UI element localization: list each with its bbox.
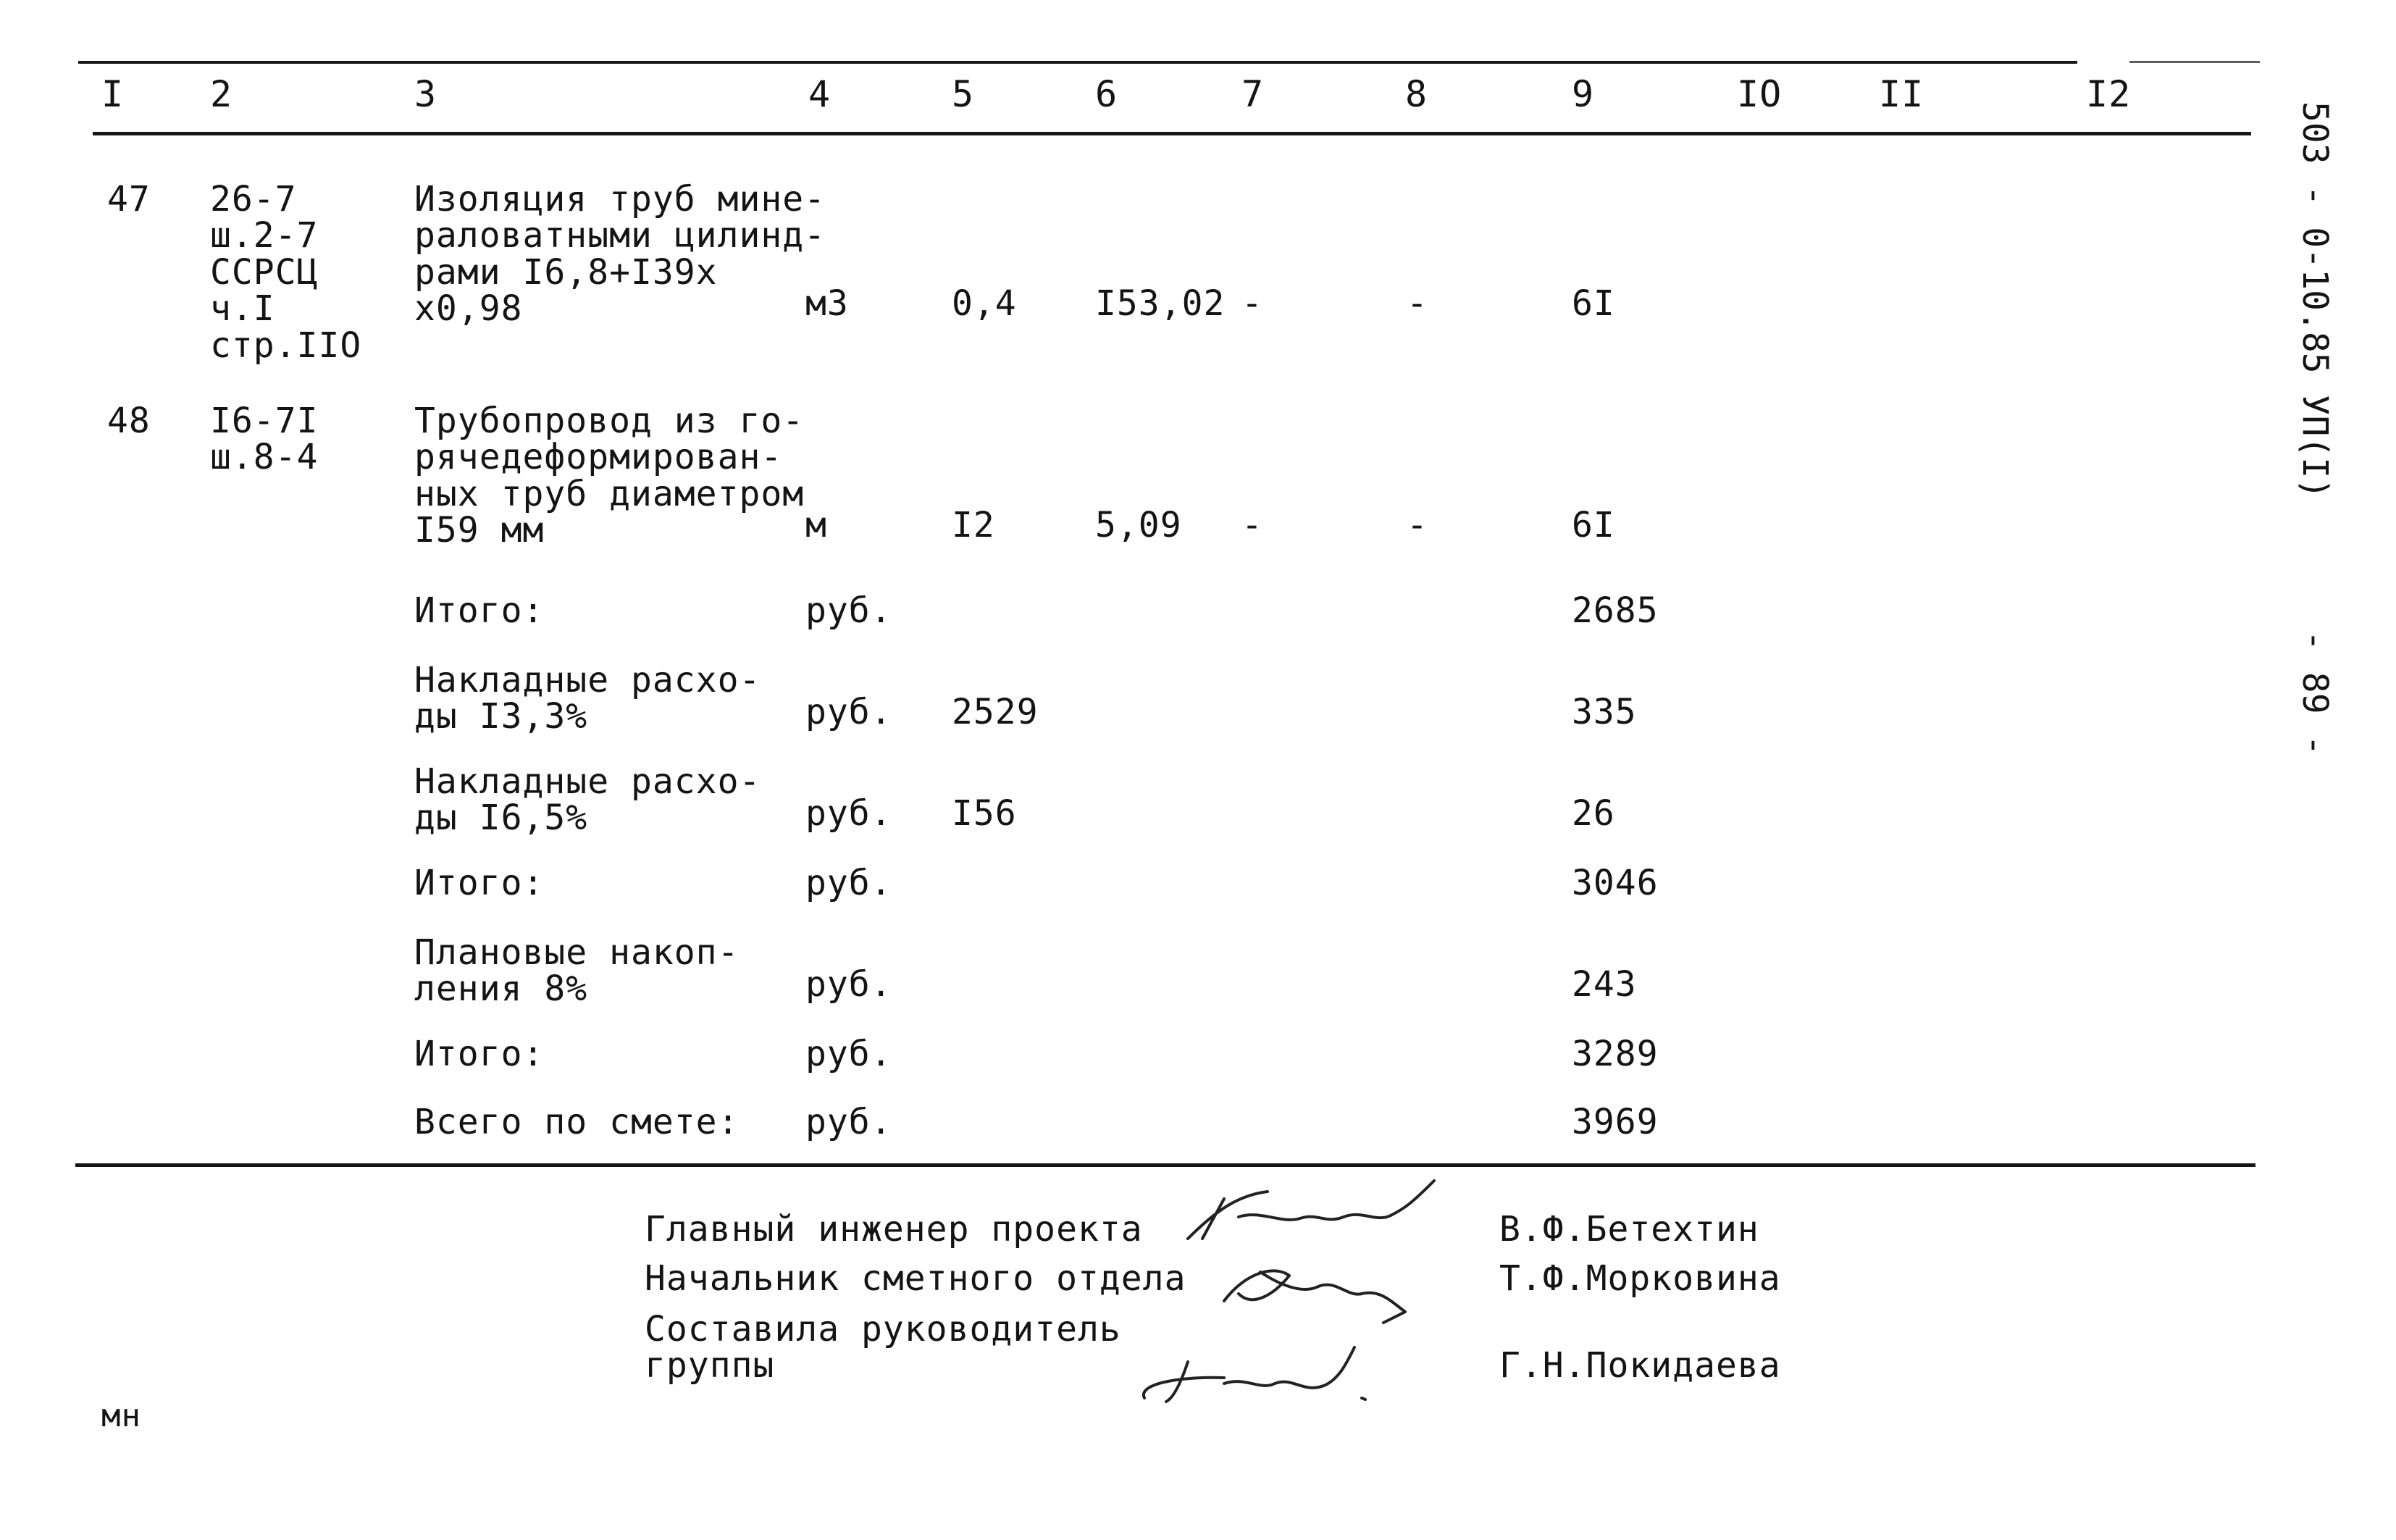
col-header-10: IO	[1737, 73, 1783, 115]
col-header-8: 8	[1405, 73, 1428, 115]
row-47-quantity: 0,4	[952, 283, 1017, 324]
row-47-col8: -	[1407, 283, 1428, 324]
row-48-col7: -	[1241, 505, 1263, 545]
planned-savings-label: Плановые накоп- ления 8%	[414, 932, 740, 1010]
row-48-name: Трубопровод из го- рячедеформирован- ных труб диаметром I59 мм	[414, 401, 805, 551]
total-3-amount: 3289	[1572, 1034, 1659, 1074]
signer-3-role: Составила руководитель группы	[645, 1309, 1121, 1386]
overhead-2-amount: 26	[1572, 793, 1615, 834]
row-47-number: 47	[107, 179, 151, 219]
row-48-unit: м	[805, 505, 827, 545]
signer-1-role: Главный инженер проекта	[645, 1209, 1143, 1250]
signer-2-role: Начальник сметного отдела	[645, 1258, 1186, 1299]
footer-mark: мн	[101, 1397, 141, 1434]
row-48-price: 5,09	[1095, 505, 1182, 545]
row-48-col9: 6I	[1572, 505, 1615, 545]
total-1-label: Итого:	[414, 590, 545, 631]
row-48-number: 48	[107, 401, 151, 441]
overhead-1-unit: руб.	[805, 692, 892, 732]
header-bottom-rule	[93, 132, 2251, 135]
overhead-1-base: 2529	[952, 692, 1039, 732]
row-47-price: I53,02	[1095, 283, 1226, 324]
total-2-label: Итого:	[414, 863, 545, 903]
overhead-1-label: Накладные расхо- ды I3,3%	[414, 660, 761, 737]
row-47-unit: м3	[805, 283, 849, 324]
total-3-unit: руб.	[805, 1034, 892, 1074]
row-48-col8: -	[1407, 505, 1428, 545]
col-header-11: II	[1879, 73, 1924, 115]
row-47-col7: -	[1241, 283, 1263, 324]
overhead-1-amount: 335	[1572, 692, 1637, 732]
total-2-amount: 3046	[1572, 863, 1659, 903]
row-48-code: I6-7I ш.8-4	[210, 401, 319, 478]
col-header-2: 2	[210, 73, 233, 115]
signature-3-handwriting	[1123, 1333, 1412, 1420]
side-document-code: 503 - 0-10.85 УП(I)	[2295, 101, 2335, 500]
overhead-2-label: Накладные расхо- ды I6,5%	[414, 761, 761, 839]
col-header-9: 9	[1572, 73, 1595, 115]
planned-savings-amount: 243	[1572, 964, 1637, 1005]
row-48-quantity: I2	[952, 505, 995, 545]
col-header-1: I	[101, 73, 125, 115]
signer-2-name: Т.Ф.Морковина	[1499, 1258, 1781, 1299]
grand-total-unit: руб.	[805, 1102, 892, 1142]
table-bottom-rule	[75, 1163, 2255, 1167]
total-1-amount: 2685	[1572, 590, 1659, 631]
grand-total-label: Всего по смете:	[414, 1102, 740, 1142]
grand-total-amount: 3969	[1572, 1102, 1659, 1142]
total-1-unit: руб.	[805, 590, 892, 631]
col-header-5: 5	[952, 73, 975, 115]
col-header-7: 7	[1241, 73, 1265, 115]
total-3-label: Итого:	[414, 1034, 545, 1074]
row-47-col9: 6I	[1572, 283, 1615, 324]
signer-1-name: В.Ф.Бетехтин	[1499, 1209, 1759, 1250]
col-header-6: 6	[1095, 73, 1118, 115]
header-top-rule	[78, 61, 2077, 64]
col-header-12: I2	[2086, 73, 2132, 115]
col-header-4: 4	[808, 73, 832, 115]
header-top-rule-tail	[2129, 61, 2260, 63]
total-2-unit: руб.	[805, 863, 892, 903]
overhead-2-unit: руб.	[805, 793, 892, 834]
col-header-3: 3	[414, 73, 437, 115]
side-page-number: - 89 -	[2295, 630, 2335, 756]
signer-3-name: Г.Н.Покидаева	[1499, 1345, 1781, 1386]
planned-savings-unit: руб.	[805, 964, 892, 1005]
row-47-name: Изоляция труб мине- раловатными цилинд- рами I6,8+I39x x0,98	[414, 179, 826, 330]
signature-2-handwriting	[1210, 1243, 1427, 1330]
row-47-code: 26-7 ш.2-7 ССРСЦ ч.I стр.IIO	[210, 179, 362, 366]
overhead-2-base: I56	[952, 793, 1017, 834]
